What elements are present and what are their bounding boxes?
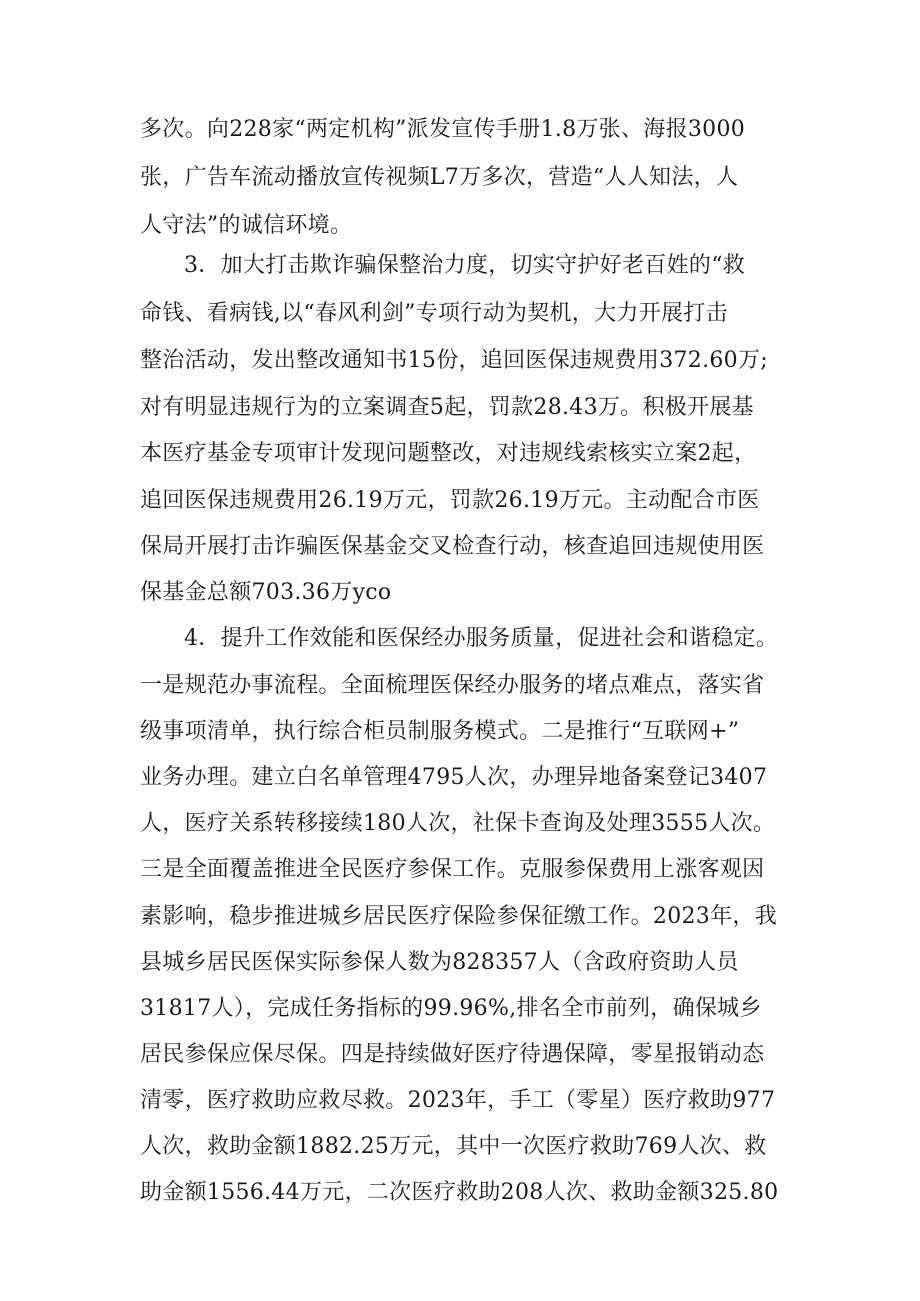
text-line: 31817人），完成任务指标的99.96%,排名全市前列，确保城乡	[140, 996, 762, 1021]
text-line: 人守法”的诚信环境。	[140, 213, 353, 238]
text-line: 县城乡居民医保实际参保人数为828357人（含政府资助人员	[140, 950, 739, 975]
text-line: 一是规范办事流程。全面梳理医保经办服务的堵点难点，落实省	[140, 673, 765, 698]
text-line: 张，广告车流动播放宣传视频L7万多次，营造“人人知法，人	[140, 165, 739, 190]
text-line: 整治活动，发出整改通知书15份，追回医保违规费用372.60万;	[140, 348, 768, 373]
text-line: 素影响，稳步推进城乡居民医疗保险参保征缴工作。2023年，我	[140, 904, 777, 929]
text-line: 命钱、看病钱,以“春风利剑”专项行动为契机，大力开展打击	[140, 301, 728, 326]
text-line: 级事项清单，执行综合柜员制服务模式。二是推行“互联网+”	[140, 719, 740, 744]
text-line: 追回医保违规费用26.19万元，罚款26.19万元。主动配合市医	[140, 488, 760, 513]
text-line: 对有明显违规行为的立案调查5起，罚款28.43万。积极开展基	[140, 395, 754, 420]
text-line: 人，医疗关系转移接续180人次，社保卡查询及处理3555人次。	[140, 811, 776, 836]
text-line: 本医疗基金专项审计发现问题整改，对违规线索核实立案2起，	[140, 441, 757, 466]
text-line: 三是全面覆盖推进全民医疗参保工作。克服参保费用上涨客观因	[140, 857, 765, 882]
text-line: 保局开展打击诈骗医保基金交叉检查行动，核查追回违规使用医	[140, 534, 765, 559]
text-line: 业务办理。建立白名单管理4795人次，办理异地备案登记3407	[140, 765, 768, 790]
text-line: 3．加大打击欺诈骗保整治力度，切实守护好老百姓的“救	[184, 253, 746, 278]
text-line: 保基金总额703.36万yco	[140, 580, 392, 605]
text-line: 多次。向228家“两定机构”派发宣传手册1.8万张、海报3000	[140, 117, 746, 142]
text-line: 清零，医疗救助应救尽救。2023年，手工（零星）医疗救助977	[140, 1088, 776, 1113]
text-line: 人次，救助金额1882.25万元，其中一次医疗救助769人次、救	[140, 1134, 767, 1159]
text-line: 4．提升工作效能和医保经办服务质量，促进社会和谐稳定。	[184, 626, 779, 651]
text-line: 助金额1556.44万元，二次医疗救助208人次、救助金额325.80	[140, 1180, 779, 1205]
text-line: 居民参保应保尽保。四是持续做好医疗待遇保障，零星报销动态	[140, 1042, 765, 1067]
